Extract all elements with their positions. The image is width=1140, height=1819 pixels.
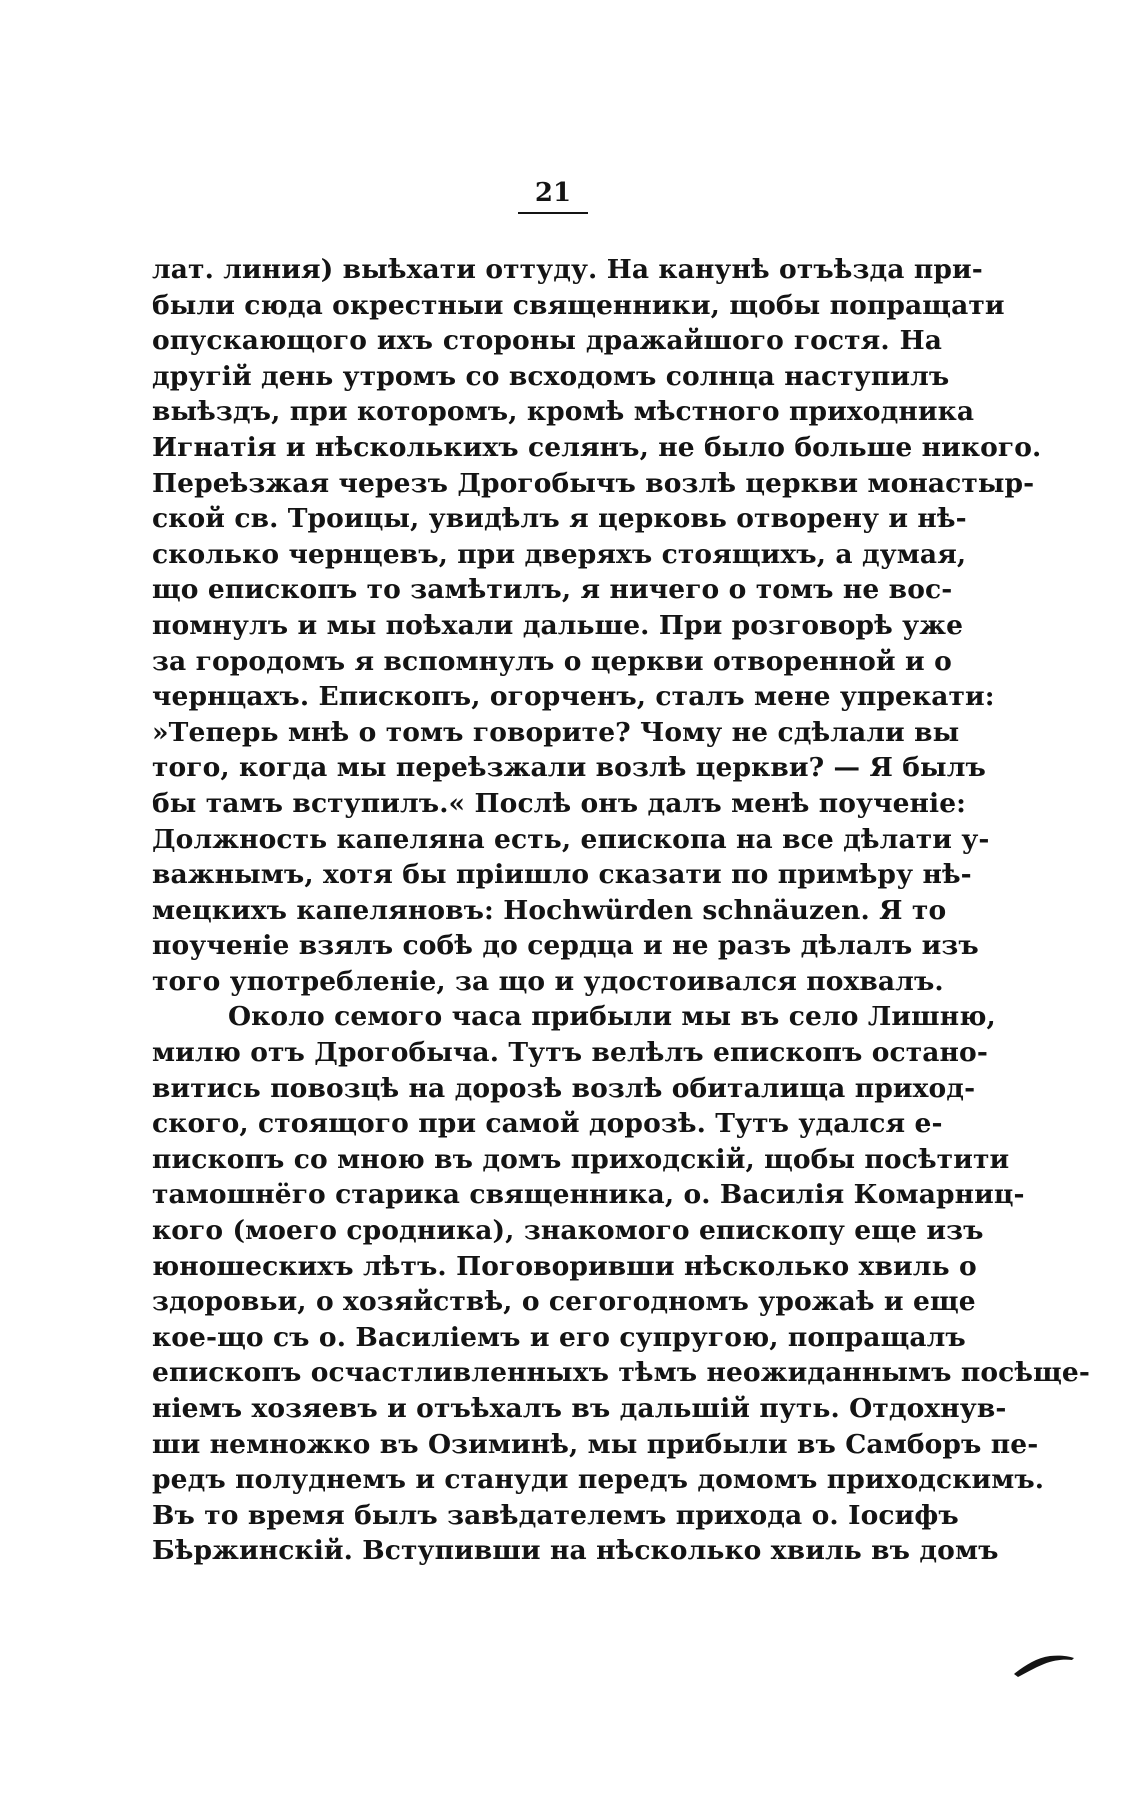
text-line: за городомъ я вспомнулъ о церкви отворенной и о (152, 645, 952, 677)
text-line: мецкихъ капеляновъ: Hochwürden schnäuzen. Я то (152, 894, 947, 926)
text-line: милю отъ Дрогобыча. Тутъ велѣлъ епископъ остано- (152, 1037, 988, 1069)
text-line: епископъ осчастливленныхъ тѣмъ неожиданнымъ посѣще- (152, 1357, 1090, 1389)
text-line: кого (моего сродника), знакомого епископу еще изъ (152, 1215, 984, 1247)
text-line: выѣздъ, при которомъ, кромѣ мѣстного приходника (152, 396, 975, 428)
ink-smudge-mark (1010, 1648, 1080, 1678)
text-line: ніемъ хозяевъ и отъѣхалъ въ дальшій путь. Отдохнув- (152, 1393, 1007, 1424)
text-line: »Теперь мнѣ о томъ говорите? Чому не сдѣлали вы (152, 716, 960, 748)
page-number-header (518, 178, 588, 214)
text-line: бы тамъ вступилъ.« Послѣ онъ далъ менѣ поученіе: (152, 787, 967, 819)
text-line: ши немножко въ Озиминѣ, мы прибыли въ Самборъ пе- (152, 1428, 1039, 1460)
paragraph-2 (152, 999, 1090, 1569)
text-line: Около семого часа прибыли мы въ село Лишню, (228, 1001, 996, 1033)
text-line: Переѣзжая черезъ Дрогобычъ возлѣ церкви монастыр- (152, 467, 1035, 499)
text-line: кое-що съ о. Василіемъ и его супругою, попращалъ (152, 1321, 966, 1353)
text-line: были сюда окрестныи священники, щобы попращати (152, 289, 1005, 321)
text-line: Должность капеляна есть, епископа на все дѣлати у- (152, 823, 990, 855)
text-line: того, когда мы переѣзжали возлѣ церкви? — Я былъ (152, 752, 986, 784)
text-line: сколько чернцевъ, при дверяхъ стоящихъ, а думая, (152, 538, 967, 570)
text-line: чернцахъ. Епископъ, огорченъ, сталъ мене упрекати: (152, 681, 995, 713)
text-line: другій день утромъ со всходомъ солнца наступилъ (152, 360, 950, 392)
text-line: помнулъ и мы поѣхали дальше. При розговорѣ уже (152, 609, 964, 641)
text-line: здоровьи, о хозяйствѣ, о сегогодномъ урожаѣ и еще (152, 1286, 976, 1318)
text-line: Бѣржинскій. Вступивши на нѣсколько хвиль въ домъ (152, 1535, 999, 1567)
text-line: тамошнёго старика священника, о. Василія Комарниц- (152, 1179, 1025, 1211)
text-line: того употребленіе, за що и удостоивался похвалъ. (152, 965, 944, 997)
text-line: важнымъ, хотя бы пріишло сказати по примѣру нѣ- (152, 859, 972, 891)
text-line: ской св. Троицы, увидѣлъ я церковь отворену и нѣ- (152, 503, 967, 535)
text-line: Въ то время былъ завѣдателемъ прихода о. Іосифъ (152, 1499, 959, 1531)
text-line: ского, стоящого при самой дорозѣ. Тутъ удался е- (152, 1108, 943, 1140)
page-number-rule (518, 212, 588, 214)
text-line: що епископъ то замѣтилъ, я ничего о томъ не вос- (152, 574, 953, 606)
page-number: 21 (534, 178, 572, 208)
text-line: редъ полуднемъ и стануди передъ домомъ приходскимъ. (152, 1464, 1045, 1496)
text-line: витись повозцѣ на дорозѣ возлѣ обиталища приход- (152, 1072, 976, 1104)
text-line: лат. линия) выѣхати оттуду. На канунѣ отъѣзда при- (152, 254, 983, 285)
paragraph-1 (152, 252, 1042, 999)
text-line: поученіе взялъ собѣ до сердца и не разъ дѣлалъ изъ (152, 930, 979, 962)
text-line: Игнатія и нѣсколькихъ селянъ, не было больше никого. (152, 431, 1042, 463)
body-text (152, 252, 1090, 1569)
text-line: юношескихъ лѣтъ. Поговоривши нѣсколько хвиль о (152, 1250, 977, 1282)
text-line: опускающого ихъ стороны дражайшого гостя. На (152, 325, 942, 357)
text-line: пископъ со мною въ домъ приходскій, щобы посѣтити (152, 1143, 1010, 1175)
